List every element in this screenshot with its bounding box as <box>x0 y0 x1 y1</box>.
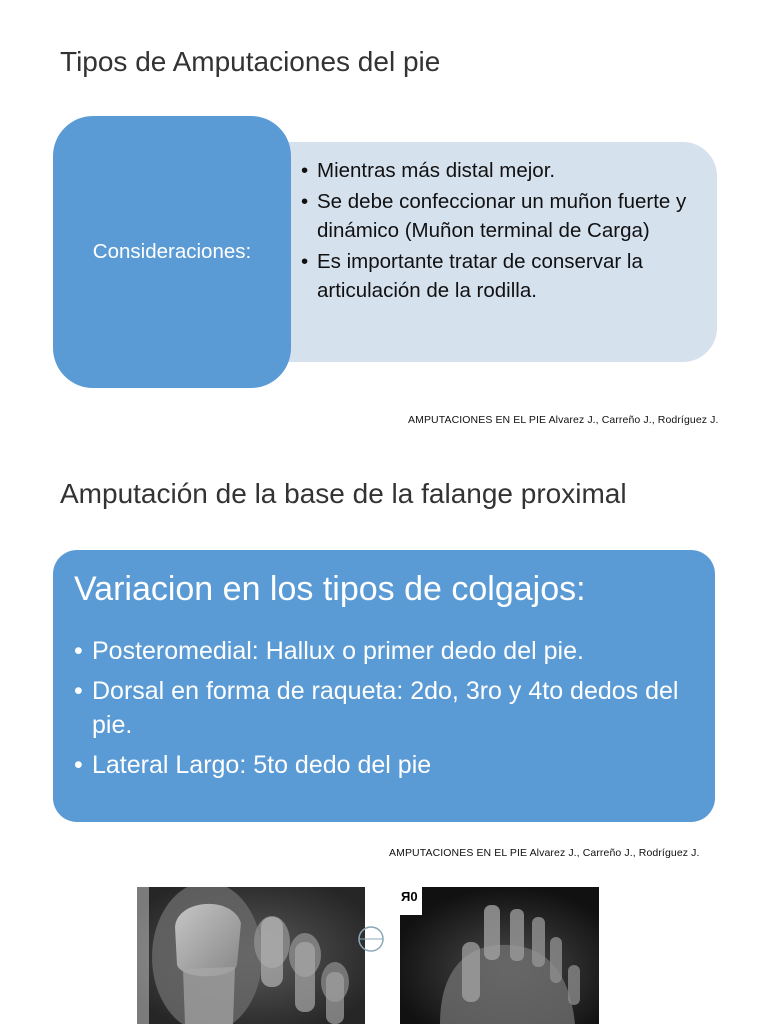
slide-title-1: Tipos de Amputaciones del pie <box>60 46 441 77</box>
flap-types-list <box>74 634 694 788</box>
list-item: • Es importante tratar de conservar la articulación de la rodilla. <box>299 247 703 305</box>
decorative-circle-icon <box>356 924 386 954</box>
flap-types-heading: Variacion en los tipos de colgajos: <box>74 570 586 608</box>
foot-xray-image-left <box>137 887 365 1024</box>
list-item: • Dorsal en forma de raqueta: 2do, 3ro y 4to dedos del pie. <box>74 674 694 742</box>
considerations-label-tile <box>53 116 291 388</box>
citation-1: AMPUTACIONES EN EL PIE Alvarez J., Carreño J., Rodríguez J. <box>408 414 719 426</box>
flap-types-box <box>53 550 715 822</box>
xray-marker-right: Я0 <box>401 889 418 904</box>
list-item: • Mientras más distal mejor. <box>299 156 703 185</box>
list-item: • Se debe confeccionar un muñon fuerte y dinámico (Muñon terminal de Carga) <box>299 187 703 245</box>
considerations-label: Consideraciones: <box>92 240 252 263</box>
list-item: • Lateral Largo: 5to dedo del pie <box>74 748 694 782</box>
slide-title-2: Amputación de la base de la falange proximal <box>60 478 627 509</box>
citation-2: AMPUTACIONES EN EL PIE Alvarez J., Carreño J., Rodríguez J. <box>389 847 700 859</box>
considerations-list-box <box>255 142 717 362</box>
list-item: • Posteromedial: Hallux o primer dedo del pie. <box>74 634 694 668</box>
foot-xray-image-right <box>400 887 599 1024</box>
considerations-list <box>299 156 703 307</box>
